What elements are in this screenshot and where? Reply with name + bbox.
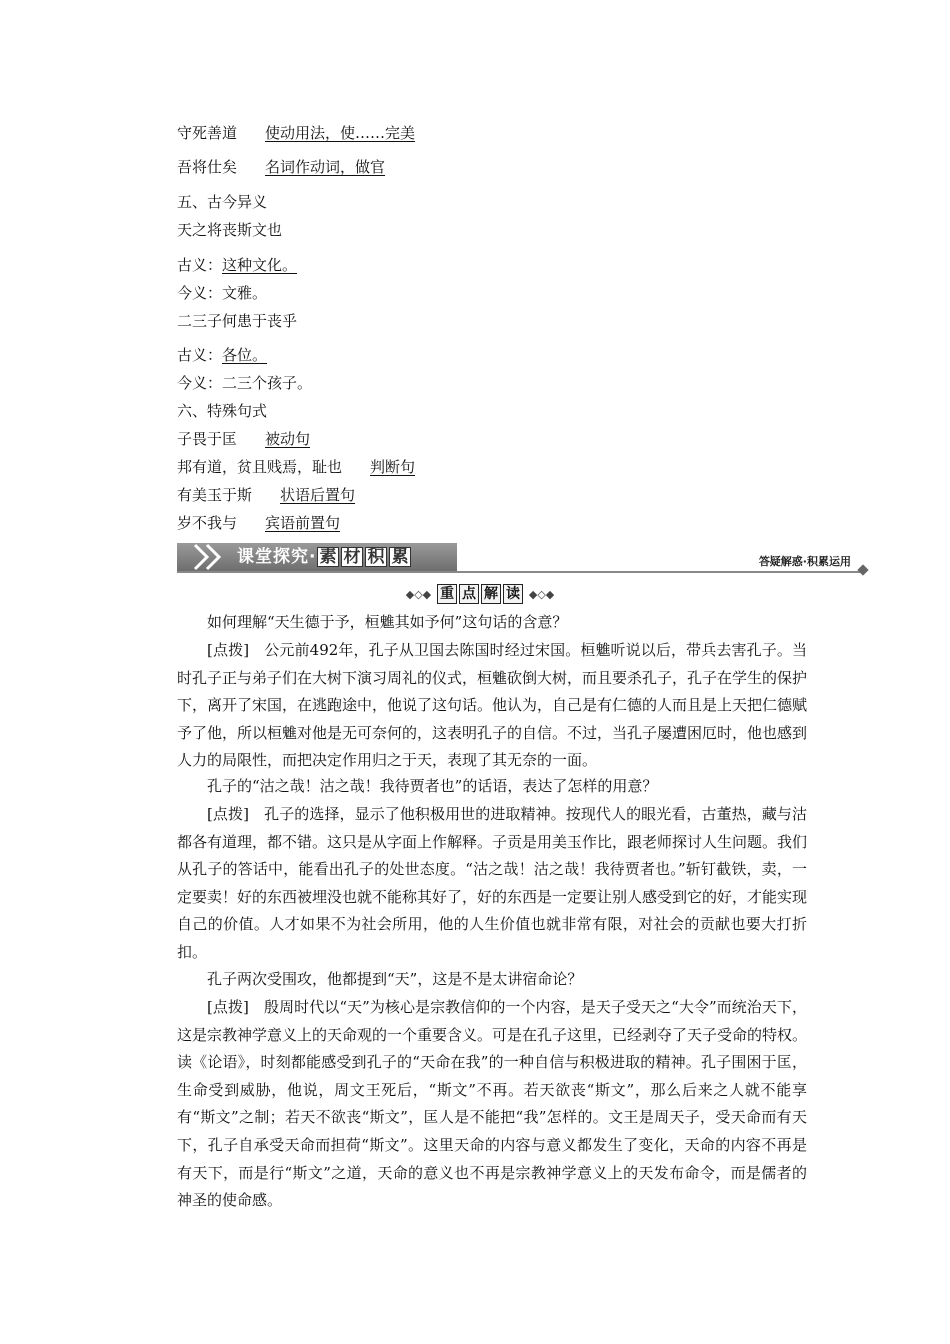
question-text: 孔子两次受围攻，他都提到“天”，这是不是太讲宿命论？ <box>207 970 583 988</box>
sentence-type: 状语后置句 <box>280 486 356 504</box>
answer-1 <box>177 637 807 775</box>
section5-ancient-1 <box>177 255 297 275</box>
sentence: 岁不我与 <box>177 514 238 532</box>
sentence: 邦有道，贫且贱焉，耻也 <box>177 458 343 476</box>
banner-title-prefix: 课堂探究· <box>237 547 317 567</box>
banner-rule <box>177 571 861 573</box>
sentence: 子畏于匡 <box>177 430 238 448</box>
diamond-icon: ◆◇◆ <box>405 587 432 601</box>
chevron-icon <box>191 543 231 571</box>
section5-modern-1: 今义：文雅。 <box>177 284 268 302</box>
vocab-phrase: 吾将仕矣 <box>177 158 238 176</box>
section5-heading: 五、古今异义 <box>177 193 268 211</box>
section5-ancient-2 <box>177 345 267 365</box>
section-heading <box>390 584 570 606</box>
question-2 <box>177 773 807 801</box>
vocab-row-1 <box>177 123 415 143</box>
heading-char: 点 <box>459 584 479 604</box>
question-text: 孔子的“沽之哉！沽之哉！我待贾者也”的话语，表达了怎样的用意？ <box>207 777 658 795</box>
ancient-label: 古义： <box>177 256 223 274</box>
section6-heading: 六、特殊句式 <box>177 402 268 420</box>
section5-modern-2: 今义：二三个孩子。 <box>177 374 313 392</box>
diamond-icon: ◆◇◆ <box>528 587 555 601</box>
heading-char: 解 <box>481 584 501 604</box>
section6-row-1 <box>177 429 310 449</box>
banner-boxed-char: 素 <box>319 547 338 567</box>
answer-text: [点拨] 殷周时代以“天”为核心是宗教信仰的一个内容，是天子受天之“大令”而统治天下，这是宗教神学意义上的天命观的一个重要含义。可是在孔子这里，已经剥夺了天子受命的特权。读《论语》，时刻都能感受到孔子的“天命在我”的一种自信与积极进取的精神。孔子围困于匡，生命受到威胁，他说，周文王死后，“斯文”不再。若天欲丧“斯文”，那么后来之人就不能享有“斯文”之制；若天不欲丧“斯文”，匡人是不能把“我”怎样的。文王是周天子，受天命而有天下，孔子自承受天命而担荷“斯文”。这里天命的内容与意义都发生了变化，天命的内容不再是有天下，而是行“斯文”之道，天命的意义也不再是宗教神学意义上的天发布命令，而是儒者的神圣的使命感。 <box>177 998 808 1210</box>
section6-row-2 <box>177 457 415 477</box>
section5-phrase-1: 天之将丧斯文也 <box>177 221 283 239</box>
answer-text: [点拨] 公元前492年，孔子从卫国去陈国时经过宋国。桓魋听说以后，带兵去害孔子。当时孔子正与弟子们在大树下演习周礼的仪式，桓魋砍倒大树，而且要杀孔子，孔子在学生的保护下，离开了宋国，在逃跑途中，他说了这句话。他认为，自己是有仁德的人而且是上天把仁德赋予了他，所以桓魋对他是无可奈何的，这表明孔子的自信。不过，当孔子屡遭困厄时，他也感到人力的局限性，而把决定作用归之于天，表现了其无奈的一面。 <box>177 641 808 770</box>
sentence-type: 被动句 <box>265 430 311 448</box>
answer-3 <box>177 994 807 1215</box>
section6-row-3 <box>177 485 355 505</box>
vocab-phrase: 守死善道 <box>177 124 238 142</box>
question-1 <box>177 609 807 637</box>
answer-2 <box>177 801 807 967</box>
ancient-meaning: 各位。 <box>222 346 268 364</box>
question-text: 如何理解“天生德于予，桓魋其如予何”这句话的含意？ <box>207 613 568 631</box>
diamond-icon <box>857 564 868 575</box>
question-3 <box>177 966 807 994</box>
banner-boxed-char: 积 <box>367 547 386 567</box>
vocab-note: 使动用法，使……完美 <box>265 124 416 142</box>
vocab-row-2 <box>177 157 385 177</box>
sentence: 有美玉于斯 <box>177 486 253 504</box>
section5-phrase-2: 二三子何患于丧乎 <box>177 312 298 330</box>
ancient-label: 古义： <box>177 346 223 364</box>
heading-char: 读 <box>503 584 523 604</box>
sentence-type: 判断句 <box>370 458 416 476</box>
section-banner <box>177 543 867 575</box>
banner-title <box>237 547 412 567</box>
vocab-note: 名词作动词，做官 <box>265 158 386 176</box>
section6-row-4 <box>177 513 340 533</box>
banner-boxed-char: 材 <box>343 547 362 567</box>
ancient-meaning: 这种文化。 <box>222 256 298 274</box>
heading-char: 重 <box>437 584 457 604</box>
answer-text: [点拨] 孔子的选择，显示了他积极用世的进取精神。按现代人的眼光看，古董热，藏与沽都各有道理，都不错。这只是从字面上作解释。子贡是用美玉作比，跟老师探讨人生问题。我们从孔子的答话中，能看出孔子的处世态度。“沽之哉！沽之哉！我待贾者也。”斩钉截铁，卖，一定要卖！好的东西被埋没也就不能称其好了，好的东西是一定要让别人感受到它的好，才能实现自己的价值。人才如果不为社会所用，他的人生价值也就非常有限，对社会的贡献也要大打折扣。 <box>177 805 808 961</box>
sentence-type: 宾语前置句 <box>265 514 341 532</box>
banner-boxed-char: 累 <box>391 547 410 567</box>
banner-subtitle: 答疑解惑·积累运用 <box>758 555 851 568</box>
